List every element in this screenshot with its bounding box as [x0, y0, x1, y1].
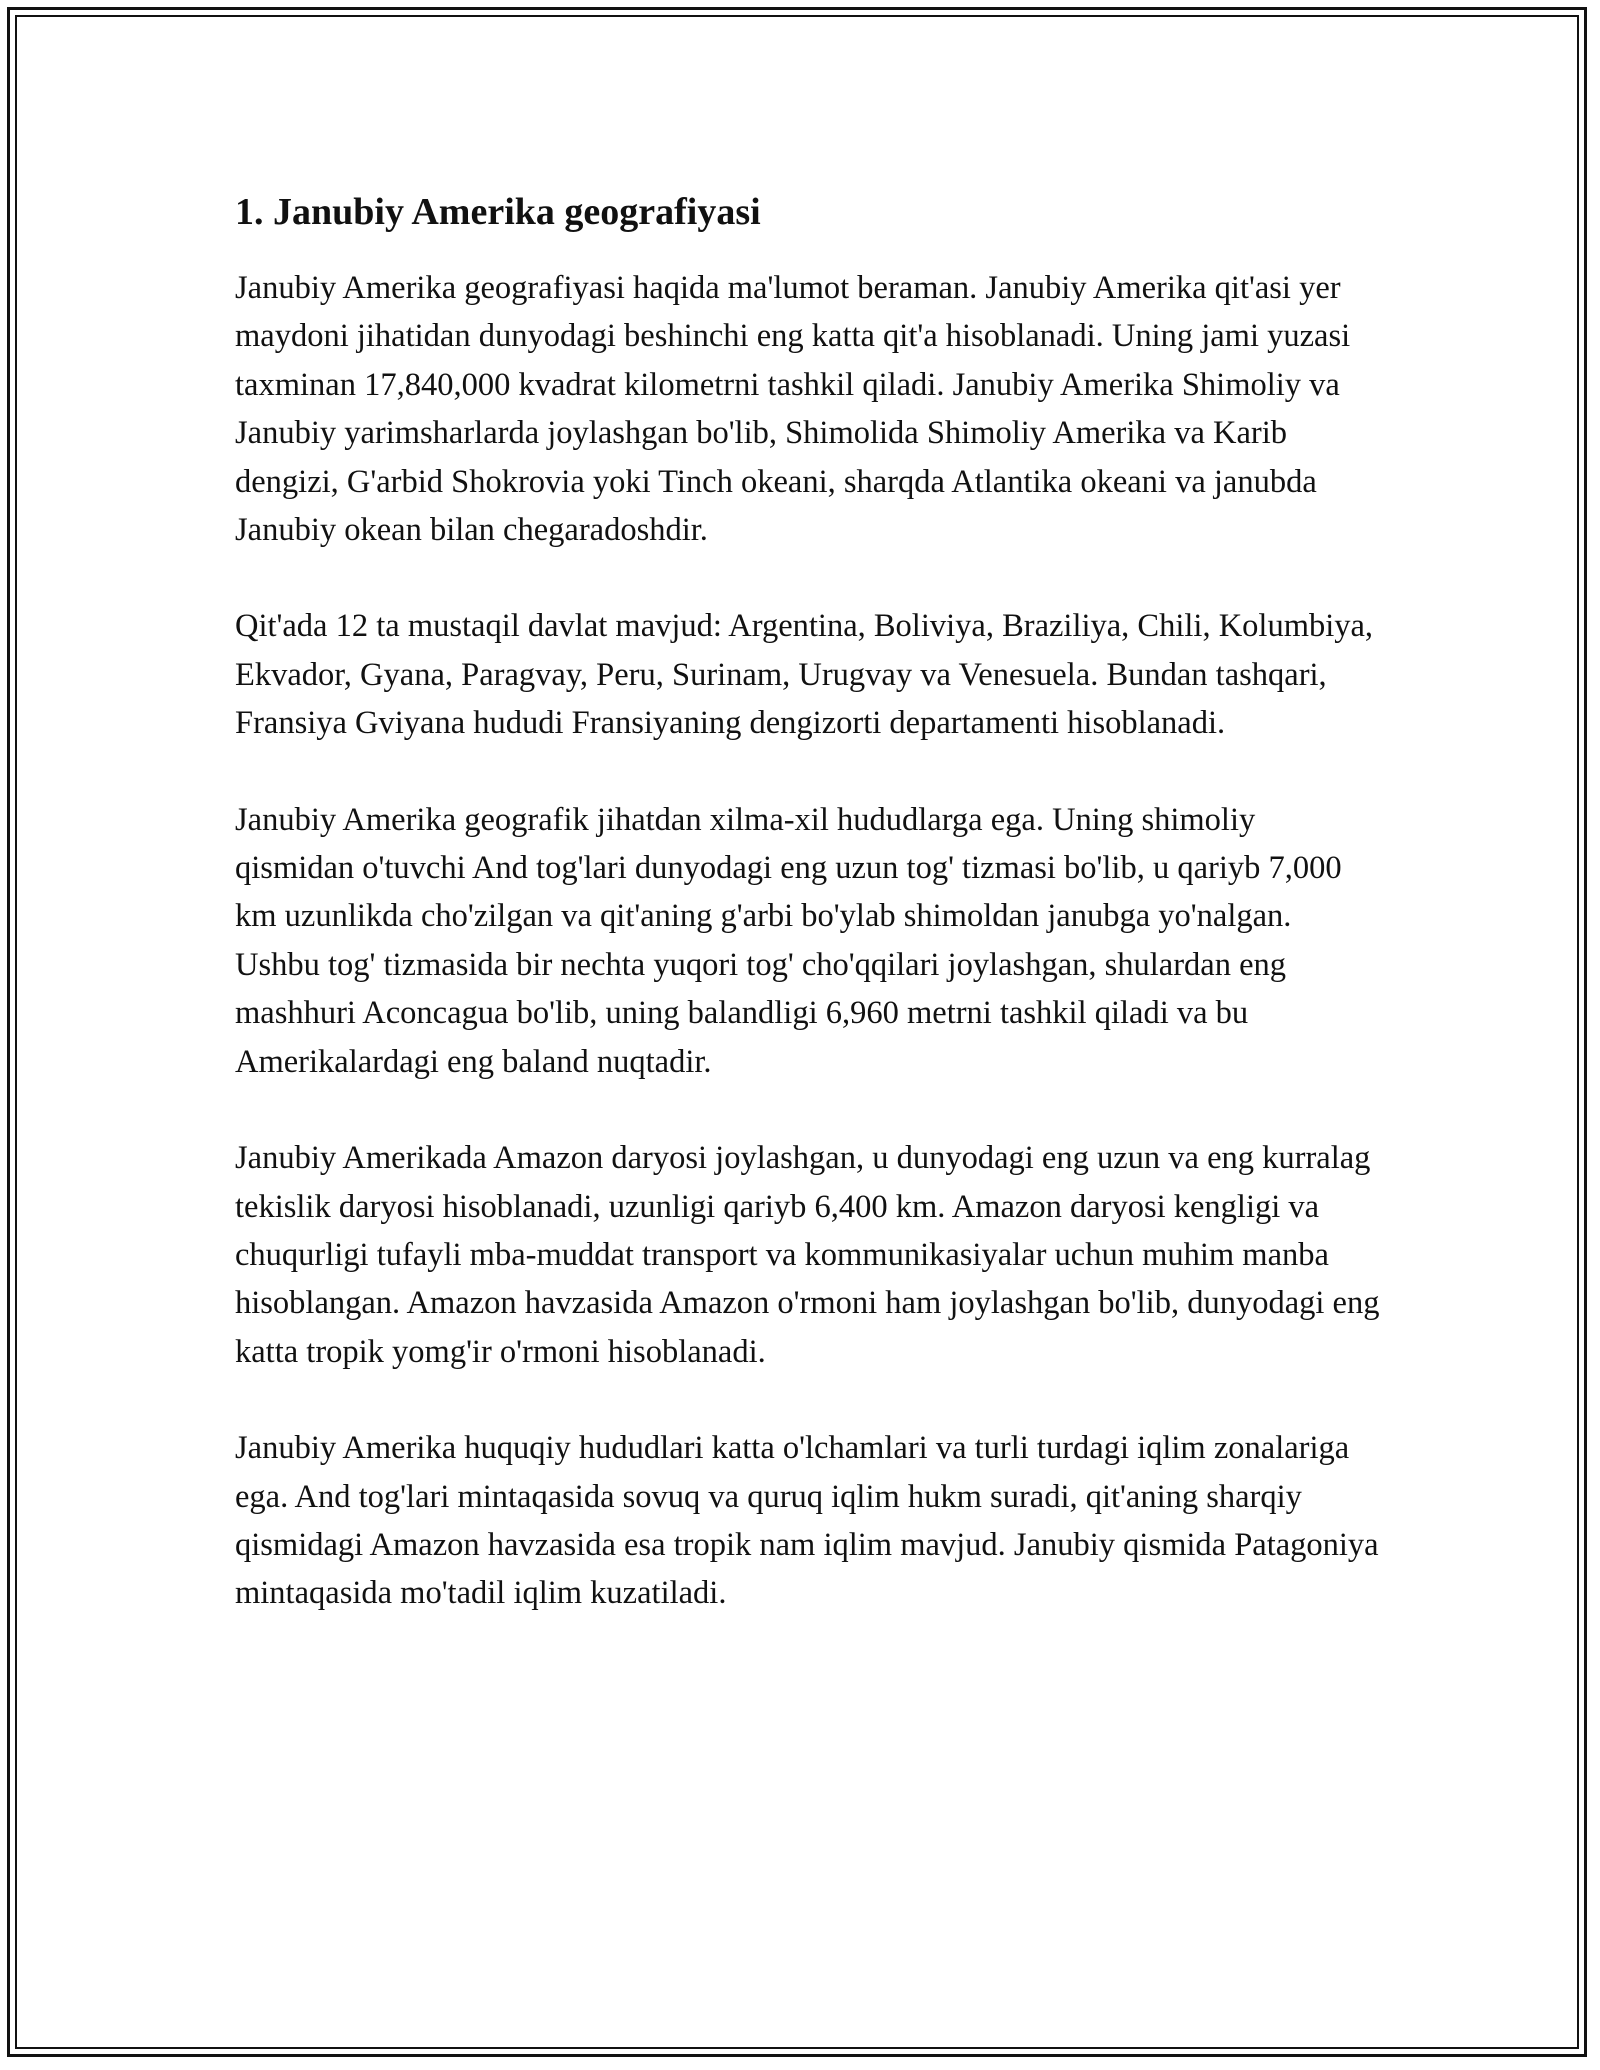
paragraph-overview: Janubiy Amerika geografiyasi haqida ma'lumot beraman. Janubiy Amerika qit'asi yer maydoni jihatidan dunyodagi beshinchi eng katta qit'a hisoblanadi. Uning jami yuzasi taxminan 17,840,000 kvadrat kilometrni tashkil qiladi. Janubiy Amerika Shimoliy va Janubiy yarimsharlarda joylashgan bo'lib, Shimolida Shimoliy Amerika va Karib dengizi, G'arbid Shokrovia yoki Tinch okeani, sharqda Atlantika okeani va janubda Janubiy okean bilan chegaradoshdir.	[235, 270, 1351, 549]
paragraph-climate: Janubiy Amerika huquqiy hududlari katta o'lchamlari va turli turdagi iqlim zonalariga ega. And tog'lari mintaqasida sovuq va quruq iqlim hukm suradi, qit'aning sharqiy qismidagi Amazon havzasida esa tropik nam iqlim mavjud. Janubiy qismida Patagoniya mintaqasida mo'tadil iqlim kuzatiladi.	[235, 1430, 1379, 1612]
paragraph-andes: Janubiy Amerika geografik jihatdan xilma-xil hududlarga ega. Uning shimoliy qismidan o'tuvchi And tog'lari dunyodagi eng uzun tog' tizmasi bo'lib, u qariyb 7,000 km uzunlikda cho'zilgan va qit'aning g'arbi bo'ylab shimoldan janubga yo'nalgan. Ushbu tog' tizmasida bir nechta yuqori tog' cho'qqilari joylashgan, shulardan eng mashhuri Aconcagua bo'lib, uning balandligi 6,960 metrni tashkil qiladi va bu Amerikalardagi eng baland nuqtadir.	[235, 801, 1342, 1080]
document-body	[235, 186, 1380, 1666]
paragraph-amazon: Janubiy Amerikada Amazon daryosi joylashgan, u dunyodagi eng uzun va eng kurralag tekislik daryosi hisoblanadi, uzunligi qariyb 6,400 km. Amazon daryosi kengligi va chuqurligi tufayli mba-muddat transport va kommunikasiyalar uchun muhim manba hisoblangan. Amazon havzasida Amazon o'rmoni ham joylashgan bo'lib, dunyodagi eng katta tropik yomg'ir o'rmoni hisoblanadi.	[235, 1140, 1380, 1370]
document-title: 1. Janubiy Amerika geografiyasi	[235, 191, 761, 233]
paragraph-countries: Qit'ada 12 ta mustaqil davlat mavjud: Argentina, Boliviya, Braziliya, Chili, Kolumbiya, Ekvador, Gyana, Paragvay, Peru, Surinam, Urugvay va Venesuela. Bundan tashqari, Fransiya Gviyana hududi Fransiyaning dengizorti departamenti hisoblanadi.	[235, 608, 1374, 742]
